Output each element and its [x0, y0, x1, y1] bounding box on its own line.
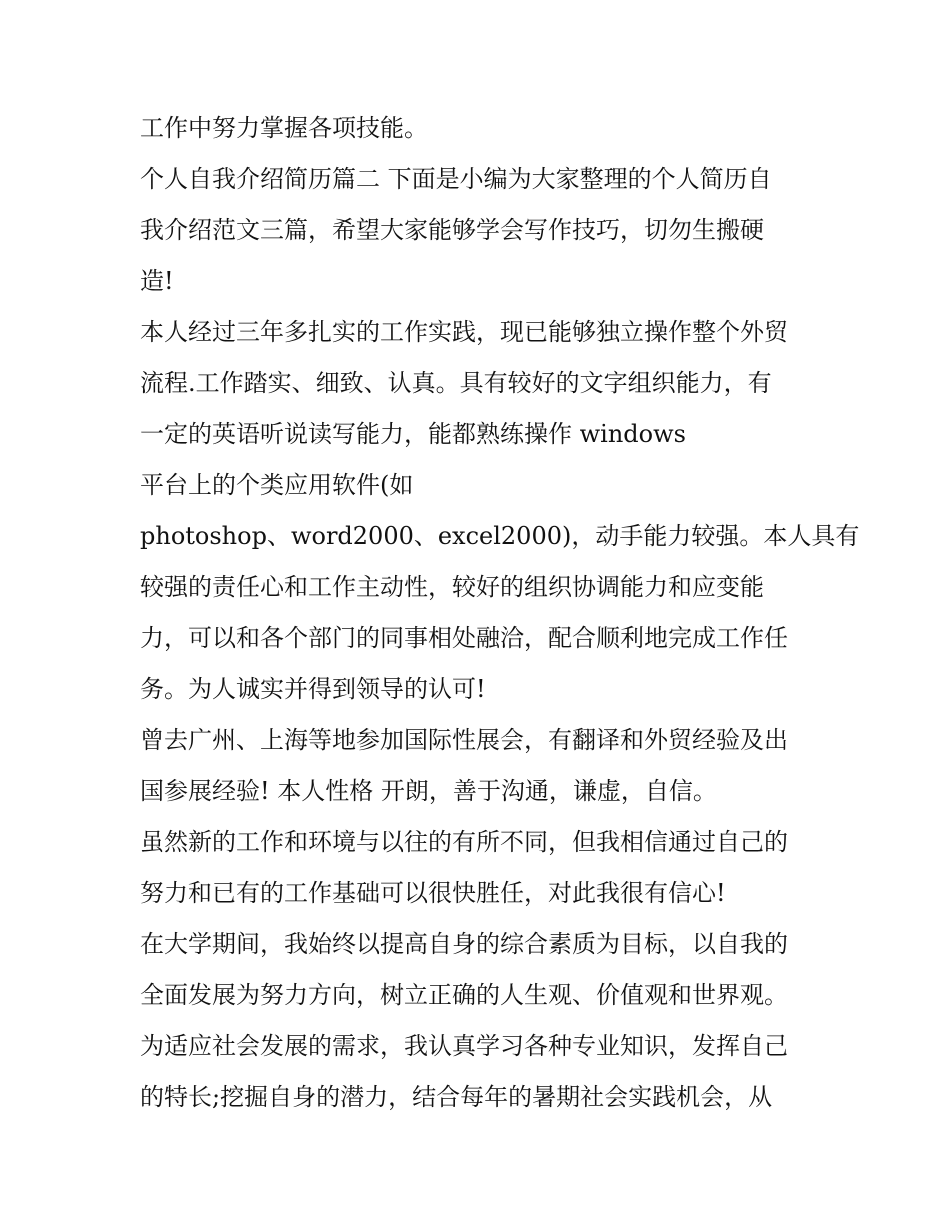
text-line: 工作中努力掌握各项技能。 [140, 114, 428, 142]
text-line: 一定的英语听说读写能力，能都熟练操作 windows [140, 420, 686, 448]
text-line: 在大学期间，我始终以提高自身的综合素质为目标，以自我的 [140, 930, 788, 958]
text-line: 平台上的个类应用软件(如 [140, 471, 414, 499]
text-line: 我介绍范文三篇，希望大家能够学会写作技巧，切勿生搬硬 [140, 216, 764, 244]
text-line: 为适应社会发展的需求，我认真学习各种专业知识，发挥自己 [140, 1032, 788, 1060]
text-line: 努力和已有的工作基础可以很快胜任，对此我很有信心! [140, 879, 726, 907]
text-line: 流程.工作踏实、细致、认真。具有较好的文字组织能力，有 [140, 369, 772, 397]
text-line: 较强的责任心和工作主动性，较好的组织协调能力和应变能 [140, 573, 764, 601]
text-line: 全面发展为努力方向，树立正确的人生观、价值观和世界观。 [140, 981, 788, 1009]
text-line: 国参展经验! 本人性格 开朗，善于沟通，谦虚，自信。 [140, 777, 717, 805]
text-line: 力，可以和各个部门的同事相处融洽，配合顺利地完成工作任 [140, 624, 788, 652]
text-line: photoshop、word2000、excel2000)，动手能力较强。本人具有 [140, 522, 860, 550]
text-line: 个人自我介绍简历篇二 下面是小编为大家整理的个人简历自 [140, 165, 772, 193]
text-line: 虽然新的工作和环境与以往的有所不同，但我相信通过自己的 [140, 828, 788, 856]
text-line: 务。为人诚实并得到领导的认可! [140, 675, 486, 703]
text-line: 曾去广州、上海等地参加国际性展会，有翻译和外贸经验及出 [140, 726, 788, 754]
document-body [140, 103, 860, 1123]
text-line: 的特长;挖掘自身的潜力，结合每年的暑期社会实践机会，从 [140, 1083, 773, 1111]
text-line: 造! [140, 267, 174, 295]
text-line: 本人经过三年多扎实的工作实践，现已能够独立操作整个外贸 [140, 318, 788, 346]
